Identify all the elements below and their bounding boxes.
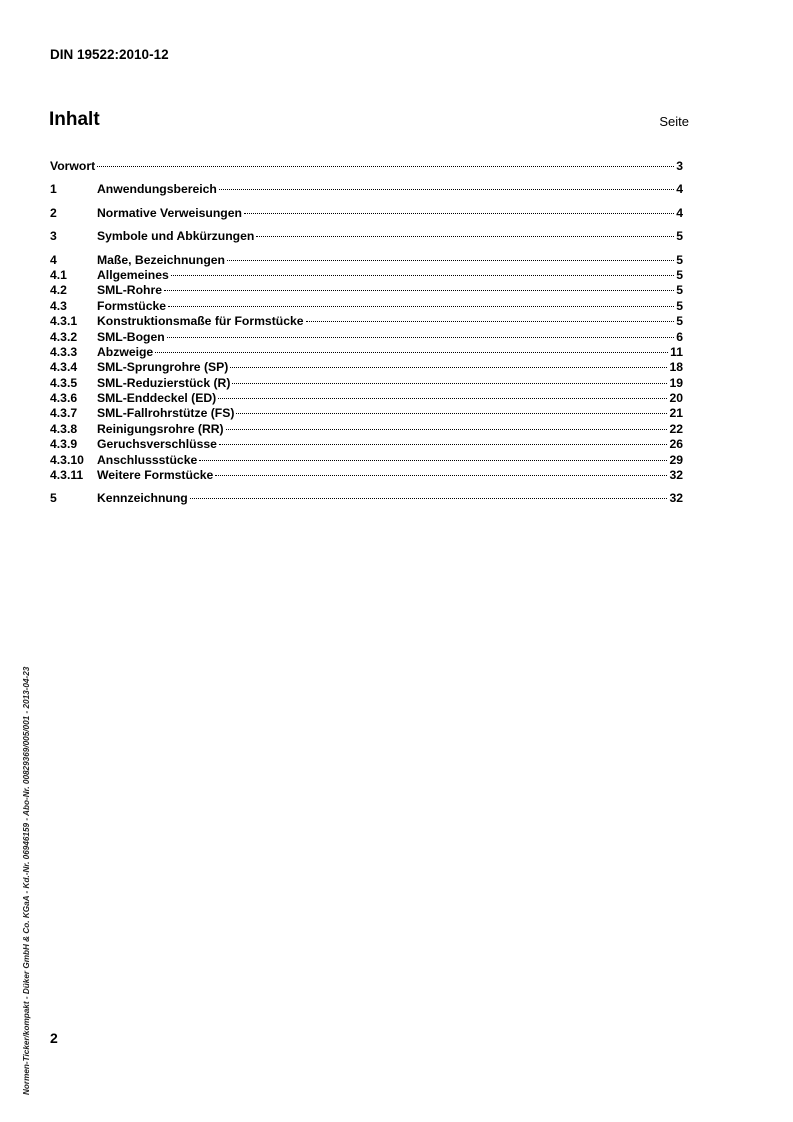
toc-entry-title: Geruchsverschlüsse (97, 437, 217, 452)
document-id: DIN 19522:2010-12 (50, 47, 169, 62)
toc-entry-page: 5 (676, 298, 683, 313)
page-number: 2 (50, 1030, 58, 1046)
toc-entry-title: Weitere Formstücke (97, 468, 214, 483)
toc-entry-page: 4 (676, 205, 683, 220)
toc-entry[interactable] (50, 345, 683, 360)
toc-entry[interactable] (50, 182, 683, 197)
toc-dot-leader (167, 337, 675, 338)
toc-dot-leader (306, 321, 675, 322)
toc-dot-leader (171, 275, 674, 276)
toc-dot-leader (256, 236, 674, 237)
toc-entry-number: 2 (50, 205, 57, 220)
toc-entry-title: Konstruktionsmaße für Formstücke (97, 314, 304, 329)
toc-entry-title: SML-Reduzierstück (R) (97, 375, 231, 390)
toc-dot-leader (226, 429, 668, 430)
toc-entry-number: 4.2 (50, 283, 67, 298)
toc-entry-title: SML-Enddeckel (ED) (97, 391, 217, 406)
toc-entry-title: Symbole und Abkürzungen (97, 229, 255, 244)
toc-entry-number: 4.3.1 (50, 314, 78, 329)
toc-entry-page: 29 (669, 452, 683, 467)
toc-entry[interactable] (50, 229, 683, 244)
toc-entry-page: 5 (676, 229, 683, 244)
toc-dot-leader (155, 352, 668, 353)
toc-dot-leader (218, 398, 667, 399)
toc-dot-leader (232, 383, 667, 384)
toc-entry-page: 5 (676, 252, 683, 267)
toc-entry-number: 4.3.8 (50, 421, 78, 436)
toc-entry-title: Maße, Bezeichnungen (97, 252, 225, 267)
toc-entry[interactable] (50, 360, 683, 375)
toc-entry[interactable] (50, 376, 683, 391)
toc-dot-leader (244, 213, 674, 214)
toc-entry-title: SML-Fallrohrstütze (FS) (97, 406, 235, 421)
toc-entry-title: SML-Sprungrohre (SP) (97, 360, 229, 375)
toc-entry-number: 4.3.2 (50, 329, 78, 344)
toc-entry[interactable] (50, 468, 683, 483)
toc-dot-leader (219, 189, 674, 190)
toc-entry-page: 6 (676, 329, 683, 344)
toc-entry-page: 11 (670, 344, 683, 359)
toc-dot-leader (164, 290, 674, 291)
toc-dot-leader (219, 444, 668, 445)
license-watermark: Normen-Ticker/kompakt - Düker GmbH & Co. KGaA - Kd.-Nr. 06946159 - Abo-Nr. 00829369/005/001 - 2013-04-23 (22, 666, 31, 1095)
page-column-header: Seite (659, 114, 689, 129)
toc-entry-page: 5 (676, 283, 683, 298)
toc-entry-page: 5 (676, 267, 683, 282)
toc-entry-number: 4.3.10 (50, 452, 84, 467)
toc-entry-number: 4.3.7 (50, 406, 78, 421)
toc-entry-page: 21 (669, 406, 683, 421)
toc-entry-number: 4.3.4 (50, 360, 78, 375)
toc-entry-title: Normative Verweisungen (97, 205, 242, 220)
toc-entry-page: 26 (669, 437, 683, 452)
toc-entry[interactable] (50, 268, 683, 283)
toc-entry-number: 3 (50, 229, 57, 244)
toc-entry-number: 4 (50, 252, 57, 267)
toc-dot-leader (168, 306, 674, 307)
toc-entry[interactable] (50, 406, 683, 421)
toc-entry-number: 4.1 (50, 267, 67, 282)
toc-dot-leader (199, 460, 667, 461)
toc-entry-page: 32 (669, 468, 683, 483)
toc-entry-page: 19 (669, 375, 683, 390)
toc-entry-number: 4.3.3 (50, 344, 78, 359)
toc-dot-leader (236, 413, 667, 414)
toc-entry[interactable] (50, 453, 683, 468)
toc-entry-title: Formstücke (97, 298, 167, 313)
toc-entry-number: 5 (50, 491, 57, 506)
toc-entry-title: Anwendungsbereich (97, 182, 217, 197)
toc-entry-page: 5 (676, 314, 683, 329)
toc-entry-title: SML-Bogen (97, 329, 165, 344)
toc-entry-page: 4 (676, 182, 683, 197)
toc-dot-leader (230, 367, 667, 368)
toc-heading: Inhalt (49, 109, 100, 130)
toc-entry[interactable] (50, 437, 683, 452)
toc-entry-title: Vorwort (50, 159, 96, 173)
toc-dot-leader (190, 498, 668, 499)
toc-entry-title: Abzweige (97, 344, 154, 359)
toc-entry-number: 4.3.6 (50, 391, 78, 406)
toc-entry-title: Kennzeichnung (97, 491, 188, 506)
toc-entry-page: 20 (669, 391, 683, 406)
toc-dot-leader (97, 166, 674, 167)
toc-entry-page: 32 (669, 491, 683, 506)
toc-entry-number: 4.3.11 (50, 468, 84, 483)
toc-entry[interactable] (50, 283, 683, 298)
toc-entry-number: 4.3.5 (50, 375, 78, 390)
toc-entry-title: SML-Rohre (97, 283, 162, 298)
toc-entry-page: 22 (669, 421, 683, 436)
toc-entry-title: Reinigungsrohre (RR) (97, 421, 224, 436)
toc-entry-number: 1 (50, 182, 57, 197)
table-of-contents (50, 159, 683, 507)
toc-entry[interactable] (50, 422, 683, 437)
toc-dot-leader (227, 260, 674, 261)
toc-entry[interactable] (50, 391, 683, 406)
toc-entry[interactable] (50, 206, 683, 221)
toc-entry[interactable] (50, 253, 683, 268)
toc-entry-page: 18 (669, 360, 683, 375)
toc-entry[interactable] (50, 314, 683, 329)
toc-entry[interactable] (50, 330, 683, 345)
toc-entry[interactable] (50, 299, 683, 314)
toc-entry[interactable] (50, 491, 683, 506)
toc-entry-number: 4.3 (50, 298, 67, 313)
toc-entry-title: Allgemeines (97, 267, 169, 282)
toc-dot-leader (215, 475, 667, 476)
toc-entry-number: 4.3.9 (50, 437, 78, 452)
toc-entry[interactable] (50, 159, 683, 174)
toc-entry-title: Anschlussstücke (97, 452, 198, 467)
toc-entry-page: 3 (676, 159, 683, 173)
